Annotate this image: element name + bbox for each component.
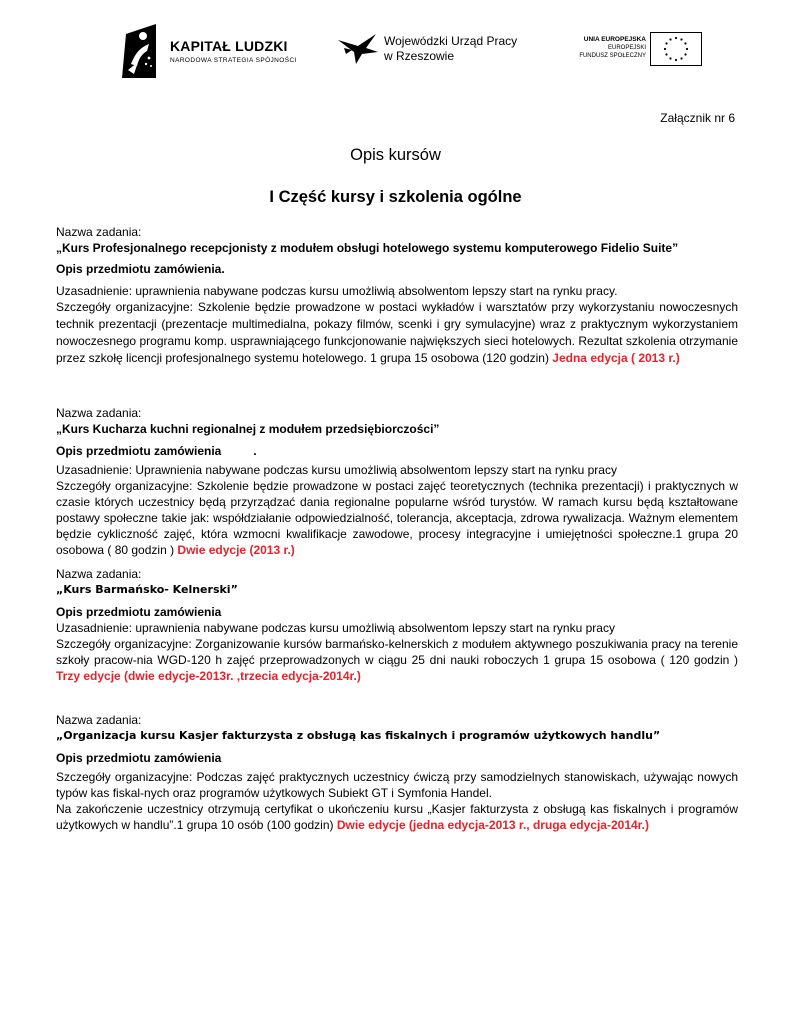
details-text: Na zakończenie uczestnicy otrzymują certyfikat o ukończeniu kursu „Kasjer fakturzysta z obsługą kas fiskalnych i programów użytkowych w handlu”.1 grupa 10 osób (100 godzin) [56, 802, 738, 832]
eu-line1: UNIA EUROPEJSKA [583, 36, 646, 43]
task-name: „Kurs Profesjonalnego recepcjonisty z modułem obsługi hotelowego systemu komputerowego Fidelio Suite” [56, 241, 679, 255]
eu-line2: EUROPEJSKI [607, 45, 646, 51]
subject-dot: . [253, 444, 257, 458]
task-label: Nazwa zadania: [56, 225, 142, 239]
justification: Uzasadnienie: uprawnienia nabywane podczas kursu umożliwią absolwentom lepszy start na rynku pracy. [56, 284, 618, 298]
subject-label: Opis przedmiotu zamówienia [56, 605, 222, 619]
eu-line3: FUNDUSZ SPOŁECZNY [579, 53, 646, 59]
eu-flag-icon [650, 32, 702, 66]
organization-details [56, 478, 738, 558]
task-label: Nazwa zadania: [56, 406, 142, 420]
task-name: „Organizacja kursu Kasjer fakturzysta z obsługą kas fiskalnych i programów użytkowych handlu” [56, 729, 661, 742]
kapital-ludzki-title: KAPITAŁ LUDZKI [170, 38, 288, 54]
subject-label: Opis przedmiotu zamówienia [56, 751, 222, 765]
task-label: Nazwa zadania: [56, 713, 142, 727]
certificate-details [56, 801, 738, 833]
organization-details [56, 636, 738, 684]
wup-bird-icon [336, 32, 380, 66]
edition-info: Trzy edycje (dwie edycje-2013r. ,trzecia edycja-2014r.) [56, 669, 361, 683]
kapital-ludzki-emblem-icon [122, 24, 158, 78]
organization-details: Szczegóły organizacyjne: Podczas zajęć praktycznych uczestnicy ćwiczą przy samodzielnych stanowiskach, używając nowych typów kas fiskal-nych oraz programów użytkowych Subiekt GT i Symfonia Handel. [56, 770, 738, 800]
justification: Uzasadnienie: Uprawnienia nabywane podczas kursu umożliwią absolwentom lepszy start na rynku pracy [56, 463, 617, 477]
subject-label [56, 443, 738, 459]
justification: Uzasadnienie: uprawnienia nabywane podczas kursu umożliwią absolwentom lepszy start na rynku pracy [56, 621, 615, 635]
document-subtitle: I Część kursy i szkolenia ogólne [269, 188, 522, 206]
course-section-2 [56, 405, 738, 558]
organization-details [56, 299, 738, 367]
task-label: Nazwa zadania: [56, 567, 142, 581]
details-text: Szczegóły organizacyjne: Szkolenie będzie prowadzone w postaci zajęć teoretycznych (technika prezentacji) i praktycznych w czasie których uczestnicy będą przyrządzać dania regionalne popularne wśród turystów. W ramach kursu będą kształtowane postawy społeczne takie jak: współdziałanie odpowiedzialność, tolerancja, akceptacja, zdrowa rywalizacja. Ważnym elementem będzie cykliczność zajęć, która wzmocni kwalifikacje zawodowe, procesy integracyjne i umiejętności społeczne.1 grupa 20 osobowa ( 80 godzin ) [56, 479, 738, 557]
wup-rzeszow-logo [336, 30, 526, 70]
document-title: Opis kursów [350, 146, 441, 164]
eu-logo-text [579, 36, 646, 60]
kapital-ludzki-logo [122, 24, 302, 78]
course-section-4 [56, 712, 738, 833]
wup-name-line1: Wojewódzki Urząd Pracy [384, 34, 518, 48]
task-name: „Kurs Barmańsko- Kelnerski” [56, 583, 238, 596]
wup-name-line2: w Rzeszowie [384, 49, 455, 63]
course-section-3 [56, 566, 738, 684]
header-logos [0, 22, 791, 82]
edition-info: Dwie edycje (2013 r.) [177, 543, 295, 557]
task-name: „Kurs Kucharza kuchni regionalnej z modułem przedsiębiorczości” [56, 422, 440, 436]
edition-info: Jedna edycja ( 2013 r.) [552, 351, 680, 365]
details-text: Szczegóły organizacyjne: Szkolenie będzie prowadzone w postaci wykładów i warsztatów przy wykorzystaniu nowoczesnych technik prezentacji (prezentacje multimedialna, pokazy filmów, scenki i gry symulacyjne) wraz z praktycznym wykorzystaniem nowoczesnego programu komp. usprawniającego funkcjonowanie największych sieci hotelowych. Rezultat szkolenia otrzymanie przez szkołę licencji profesjonalnego systemu hotelowego. 1 grupa 15 osobowa (120 godzin) [56, 300, 738, 365]
subject-label-text: Opis przedmiotu zamówienia [56, 444, 222, 458]
edition-info: Dwie edycje (jedna edycja-2013 r., druga edycja-2014r.) [336, 818, 650, 832]
kapital-ludzki-subtitle: NARODOWA STRATEGIA SPÓJNOŚCI [170, 57, 297, 64]
annex-number: Załącznik nr 6 [660, 111, 735, 125]
subject-label: Opis przedmiotu zamówienia. [56, 262, 225, 276]
course-section-1 [56, 224, 738, 367]
details-text: Szczegóły organizacyjne: Zorganizowanie kursów barmańsko-kelnerskich z modułem aktywnego poszukiwania pracy na terenie szkoły pracow-nia WGD-120 h zajęć przeprowadzonych w ciągu 25 dni nauki roboczych 1 grupa 15 osobowa ( 120 godzin ) [56, 637, 738, 667]
eu-logo [568, 32, 702, 68]
